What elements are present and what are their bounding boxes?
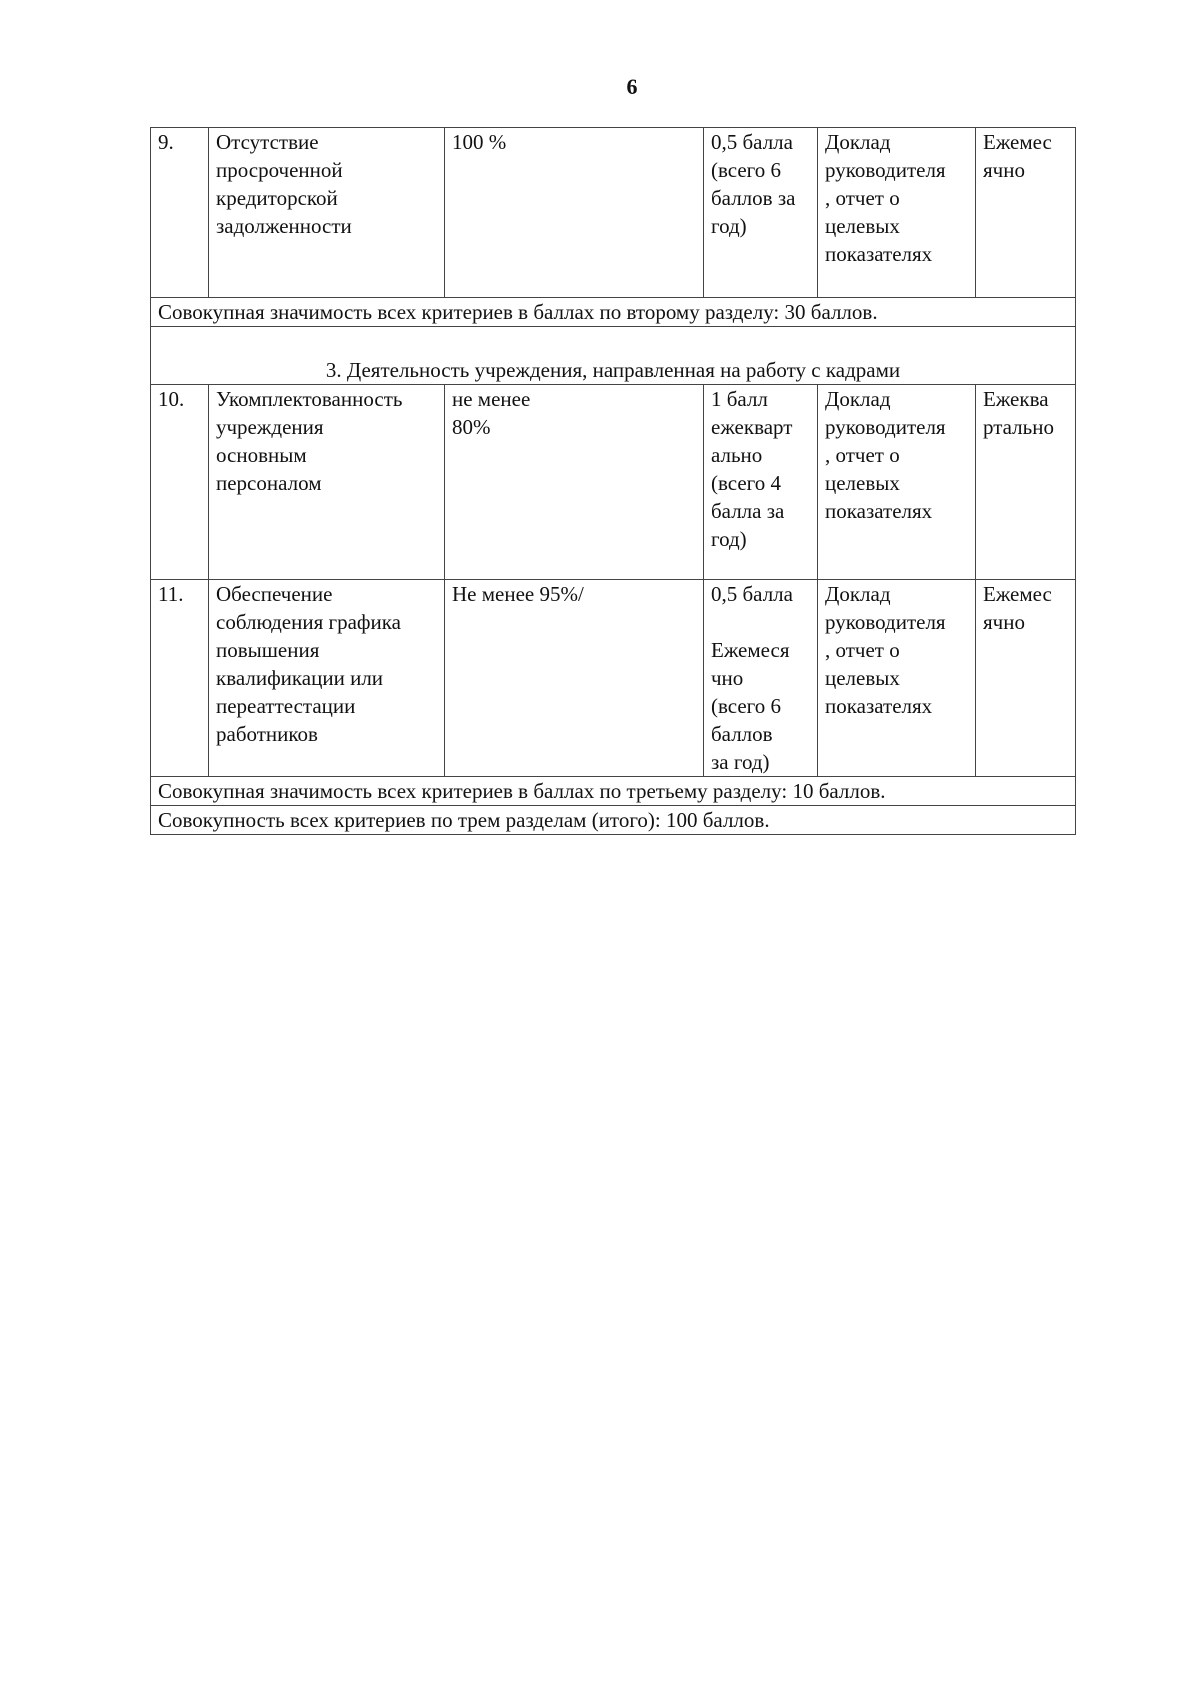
- target-cell: Не менее 95%/: [445, 580, 704, 777]
- frequency-cell: Ежеква ртально: [976, 385, 1076, 580]
- section-3-total: Совокупная значимость всех критериев в баллах по третьему разделу: 10 баллов.: [151, 777, 1076, 806]
- source-cell: Доклад руководителя , отчет о целевых показателях: [818, 385, 976, 580]
- criterion-cell: Отсутствие просроченной кредиторской задолженности: [209, 128, 445, 298]
- grand-total-row: [151, 806, 1076, 835]
- grand-total: Совокупность всех критериев по трем разделам (итого): 100 баллов.: [151, 806, 1076, 835]
- points-cell: 0,5 балла (всего 6 баллов за год): [704, 128, 818, 298]
- section-2-total-row: [151, 298, 1076, 327]
- frequency-cell: Ежемес ячно: [976, 580, 1076, 777]
- points-cell: 1 балл ежекварт ально (всего 4 балла за год): [704, 385, 818, 580]
- section-3-heading-row: [151, 327, 1076, 385]
- target-cell: 100 %: [445, 128, 704, 298]
- table-row-9: [151, 128, 1076, 298]
- table-row-11: [151, 580, 1076, 777]
- criteria-table: [150, 127, 1076, 835]
- row-number: 10.: [151, 385, 209, 580]
- section-3-heading: 3. Деятельность учреждения, направленная на работу с кадрами: [151, 327, 1076, 385]
- criterion-cell: Укомплектованность учреждения основным персоналом: [209, 385, 445, 580]
- frequency-cell: Ежемес ячно: [976, 128, 1076, 298]
- source-cell: Доклад руководителя , отчет о целевых показателях: [818, 580, 976, 777]
- target-cell: не менее 80%: [445, 385, 704, 580]
- row-number: 9.: [151, 128, 209, 298]
- source-cell: Доклад руководителя , отчет о целевых показателях: [818, 128, 976, 298]
- points-cell: 0,5 балла Ежемеся чно (всего 6 баллов за год): [704, 580, 818, 777]
- page-number: 6: [626, 74, 638, 99]
- section-2-total: Совокупная значимость всех критериев в баллах по второму разделу: 30 баллов.: [151, 298, 1076, 327]
- table-row-10: [151, 385, 1076, 580]
- row-number: 11.: [151, 580, 209, 777]
- section-3-total-row: [151, 777, 1076, 806]
- criterion-cell: Обеспечение соблюдения графика повышения квалификации или переаттестации работников: [209, 580, 445, 777]
